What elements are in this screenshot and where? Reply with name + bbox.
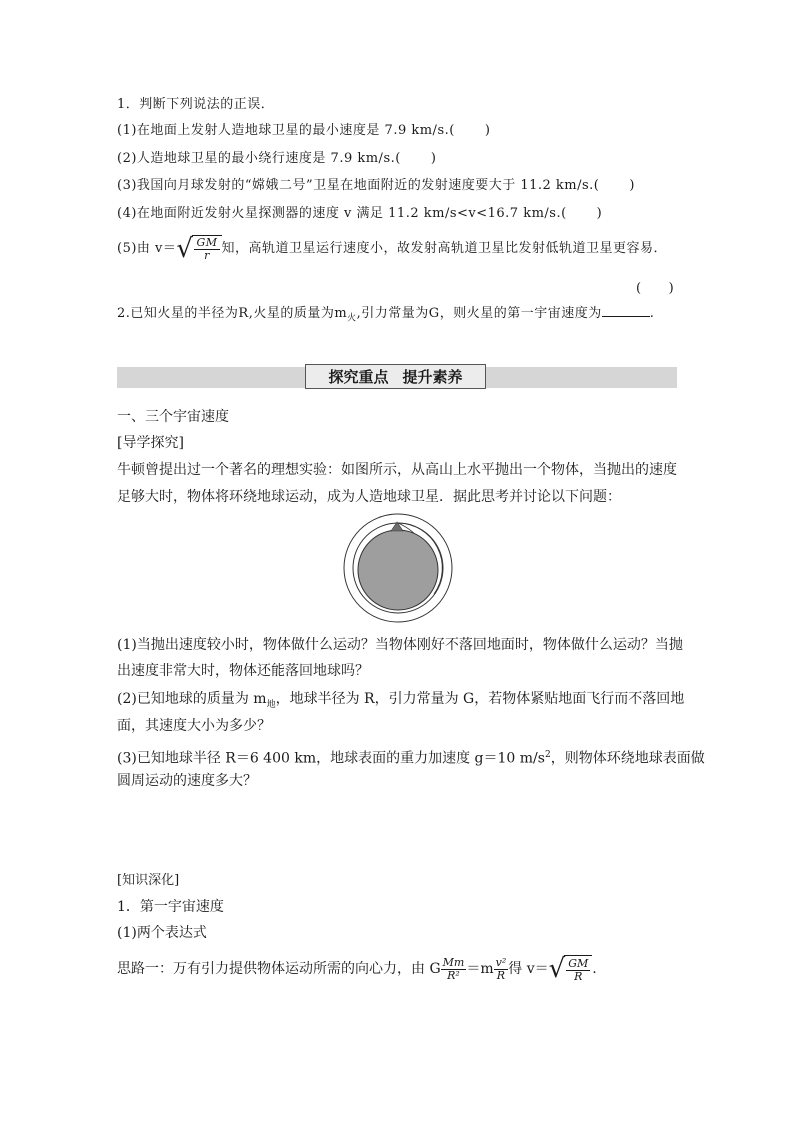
sqrt-gm-r: √ $\frac{GM}{r}$ bbox=[176, 235, 221, 263]
q1-title: 1．判断下列说法的正误． bbox=[117, 97, 275, 112]
q-3-line-2: 圆周运动的速度多大？ bbox=[117, 773, 257, 789]
knowledge-item-1: 1．第一宇宙速度 bbox=[117, 899, 224, 915]
newton-cannon-figure bbox=[342, 512, 454, 624]
q1-item-2: (2)人造地球卫星的最小绕行速度是 7.9 km/s.( ) bbox=[117, 151, 437, 166]
answer-blank[interactable] bbox=[602, 304, 650, 317]
knowledge-item-1-1: (1)两个表达式 bbox=[117, 925, 207, 941]
q1-item-1: (1)在地面上发射人造地球卫星的最小速度是 7.9 km/s.( ) bbox=[117, 123, 491, 138]
q1-item-5: (5)由 v＝ √ $\frac{GM}{r}$ 知，高轨道卫星运行速度小，故发射高轨道卫星比发射低轨道卫星更容易． bbox=[117, 233, 668, 264]
q1-item-3: (3)我国向月球发射的“嫦娥二号”卫星在地面附近的发射速度要大于 11.2 km/s.( ) bbox=[117, 178, 635, 193]
banner-left: 探究重点 bbox=[328, 369, 389, 386]
knowledge-heading: [知识深化] bbox=[117, 873, 180, 888]
section-heading: 一、三个宇宙速度 bbox=[117, 409, 229, 425]
intro-line-1: 牛顿曾提出过一个著名的理想实验：如图所示，从高山上水平抛出一个物体，当抛出的速度 bbox=[117, 462, 677, 478]
q-2-line-1: (2)已知地球的质量为 $m_地$，地球半径为 R，引力常量为 G，若物体紧贴地面飞行而不落回地 bbox=[117, 691, 685, 710]
q1-item-4: (4)在地面附近发射火星探测器的速度 v 满足 11.2 km/s<v<16.7 km/s.( ) bbox=[117, 206, 603, 221]
earth bbox=[358, 530, 438, 610]
section-banner bbox=[305, 364, 486, 389]
q2-line: 2.已知火星的半径为R,火星的质量为$m_火$,引力常量为G，则火星的第一宇宙速度为 . bbox=[117, 306, 655, 324]
q-2-line-2: 面，其速度大小为多少？ bbox=[117, 718, 271, 734]
q1-item-5-answer: ( ) bbox=[636, 281, 675, 296]
q-1-line-1: (1)当抛出速度较小时，物体做什么运动？当物体刚好不落回地面时，物体做什么运动？当抛 bbox=[117, 637, 683, 653]
banner-right: 提升素养 bbox=[402, 369, 463, 386]
intro-line-2: 足够大时，物体将环绕地球运动，成为人造地球卫星．据此思考并讨论以下问题： bbox=[117, 489, 621, 505]
guide-heading: [导学探究] bbox=[117, 435, 184, 451]
q-1-line-2: 出速度非常大时，物体还能落回地球吗？ bbox=[117, 663, 369, 679]
sqrt-gm-R: √ $\frac{GM}{R}$ bbox=[549, 955, 593, 983]
idea-one: 思路一：万有引力提供物体运动所需的向心力，由 G $\frac{Mm}{\text{R²}}$ ＝m $\frac{\text{v²}}{R}$ 得 v＝ √ $\frac{GM}{R}$ . bbox=[117, 954, 597, 984]
q-3-line-1: (3)已知地球半径 R＝6 400 km，地球表面的重力加速度 g＝10 $m/s^2$，则物体环绕地球表面做 bbox=[117, 750, 705, 767]
